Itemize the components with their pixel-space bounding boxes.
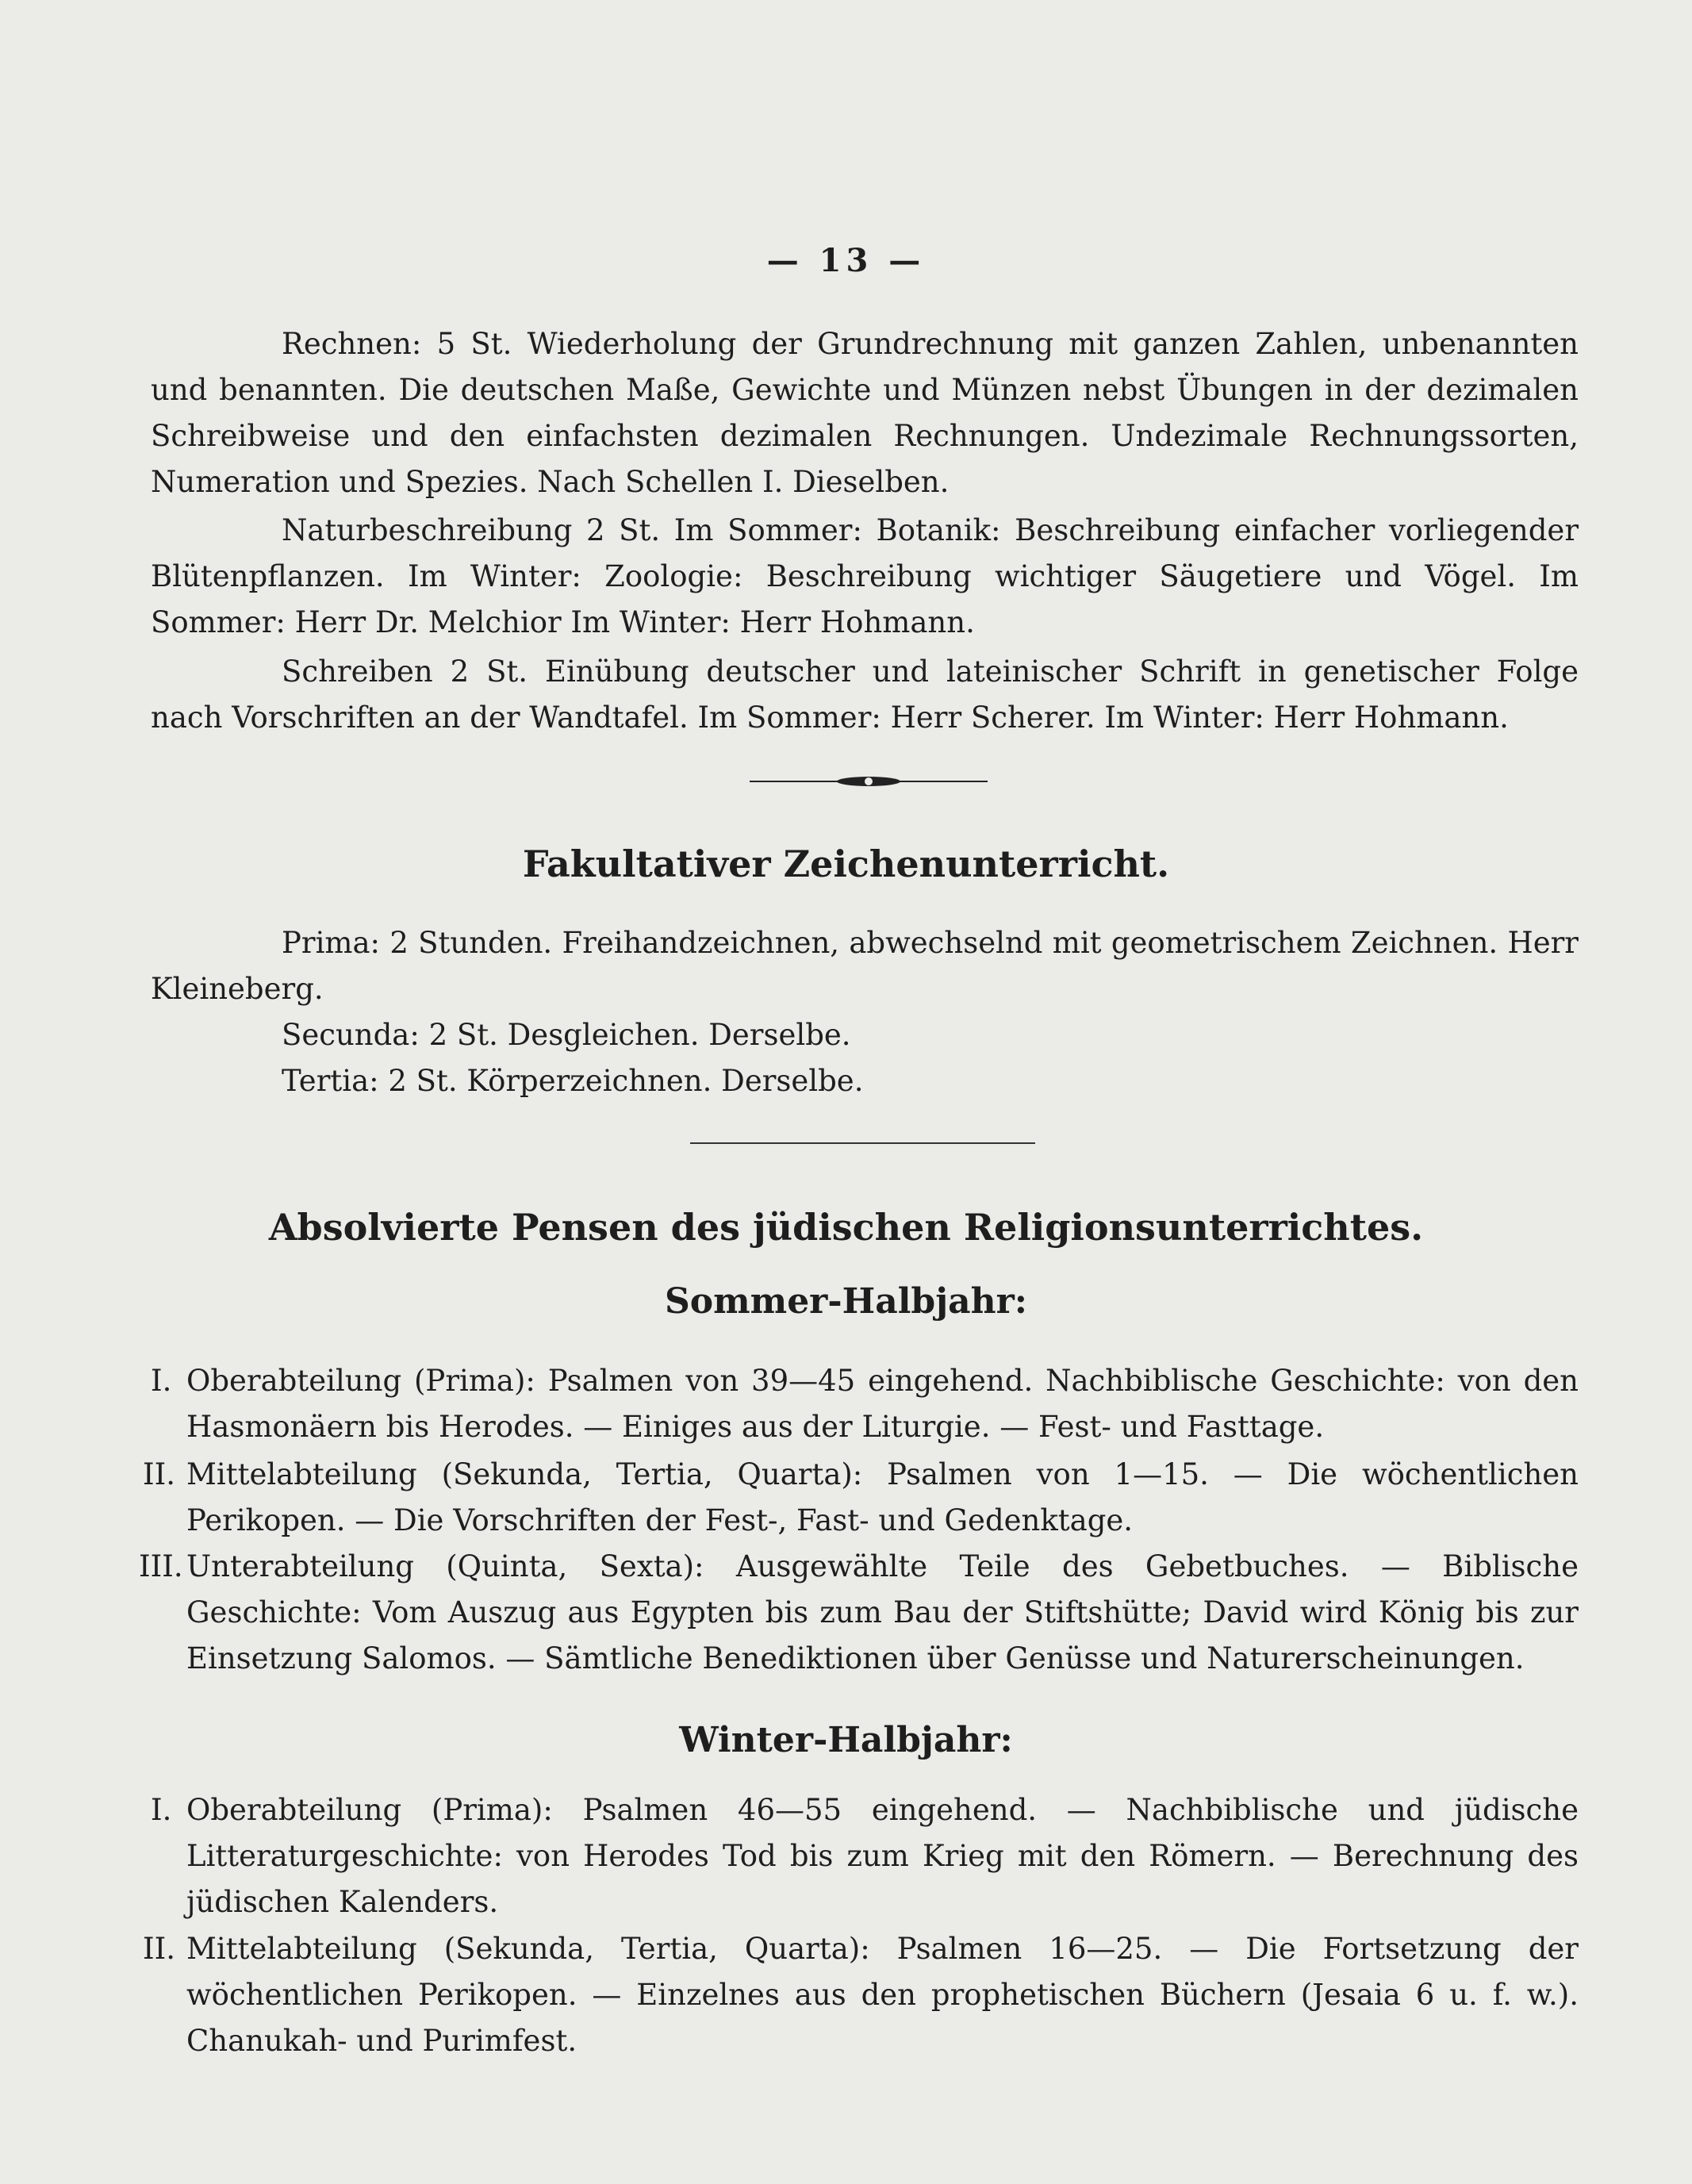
section-nature xyxy=(151,508,1579,646)
item-text xyxy=(186,1452,1579,1544)
sommer-item-1 xyxy=(151,1358,1579,1450)
winter-item-2 xyxy=(143,1926,1579,2064)
sommer-item-2 xyxy=(143,1452,1579,1544)
paragraph-rechnen: Rechnen: 5 St. Wiederholung der Grundrechnung mit ganzen Zahlen, unbenannten und benannten. Die deutschen Maße, Gewichte und Münzen nebst Übungen in der dezimalen Schreibweise und den einfachsten dezimalen Rechnungen. Undezimale Rechnungssorten, Numeration und Spezies. Nach Schellen I. Dieselben. xyxy=(151,327,1579,499)
item-label: I. xyxy=(151,1793,172,1827)
paragraph-secunda: Secunda: 2 St. Desgleichen. Derselbe. xyxy=(282,1018,851,1052)
section-writing xyxy=(151,649,1579,741)
item-text-content: Oberabteilung (Prima): Psalmen 46—55 eingehend. — Nachbiblische und jüdische Litteraturgeschichte: von Herodes Tod bis zum Krieg mit den Römern. — Berechnung des jüdischen Kalenders. xyxy=(186,1793,1579,1919)
section-arithmetic xyxy=(151,321,1579,505)
paragraph-tertia: Tertia: 2 St. Körperzeichnen. Derselbe. xyxy=(282,1064,864,1098)
paragraph-prima: Prima: 2 Stunden. Freihandzeichnen, abwechselnd mit geometrischem Zeichnen. Herr Kleineberg. xyxy=(151,926,1579,1006)
sommer-item-3 xyxy=(139,1544,1579,1682)
item-label: I. xyxy=(151,1364,172,1398)
item-label: II. xyxy=(143,1932,175,1966)
heading-sommer: Sommer-Halbjahr: xyxy=(664,1281,1028,1322)
heading-fakultativ: Fakultativer Zeichenunterricht. xyxy=(522,843,1170,885)
heading-winter: Winter-Halbjahr: xyxy=(679,1720,1013,1760)
item-text-content: Oberabteilung (Prima): Psalmen von 39—45 eingehend. Nachbiblische Geschichte: von den Hasmonäern bis Herodes. — Einiges aus der Liturgie. — Fest- und Fasttage. xyxy=(186,1364,1579,1444)
page-number: — 13 — xyxy=(766,242,926,279)
section-drawing xyxy=(151,920,1579,1104)
paragraph-naturbeschreibung: Naturbeschreibung 2 St. Im Sommer: Botanik: Beschreibung einfacher vorliegender Blütenpflanzen. Im Winter: Zoologie: Beschreibung wichtiger Säugetiere und Vögel. Im Sommer: Herr Dr. Melchior Im Winter: Herr Hohmann. xyxy=(151,513,1579,639)
horizontal-rule xyxy=(690,1142,1035,1144)
item-label: II. xyxy=(143,1457,175,1491)
item-text xyxy=(186,1544,1579,1682)
item-label: III. xyxy=(139,1549,183,1583)
heading-religion: Absolvierte Pensen des jüdischen Religionsunterrichtes. xyxy=(268,1206,1424,1249)
item-text-content: Mittelabteilung (Sekunda, Tertia, Quarta): Psalmen von 1—15. — Die wöchentlichen Perikopen. — Die Vorschriften der Fest-, Fast- und Gedenktage. xyxy=(186,1457,1579,1537)
item-text xyxy=(186,1787,1579,1925)
item-text xyxy=(186,1926,1579,2064)
item-text-content: Mittelabteilung (Sekunda, Tertia, Quarta): Psalmen 16—25. — Die Fortsetzung der wöchentlichen Perikopen. — Einzelnes aus den prophetischen Büchern (Jesaia 6 u. f. w.). Chanukah- und Purimfest. xyxy=(186,1932,1579,2058)
ornament-divider xyxy=(750,770,988,793)
winter-item-1 xyxy=(151,1787,1579,1925)
item-text-content: Unterabteilung (Quinta, Sexta): Ausgewählte Teile des Gebetbuches. — Biblische Geschichte: Vom Auszug aus Egypten bis zum Bau der Stiftshütte; David wird König bis zur Einsetzung Salomos. — Sämtliche Benediktionen über Genüsse und Naturerscheinungen. xyxy=(186,1549,1579,1675)
paragraph-schreiben: Schreiben 2 St. Einübung deutscher und lateinischer Schrift in genetischer Folge nach Vorschriften an der Wandtafel. Im Sommer: Herr Scherer. Im Winter: Herr Hohmann. xyxy=(151,654,1579,735)
item-text xyxy=(186,1358,1579,1450)
